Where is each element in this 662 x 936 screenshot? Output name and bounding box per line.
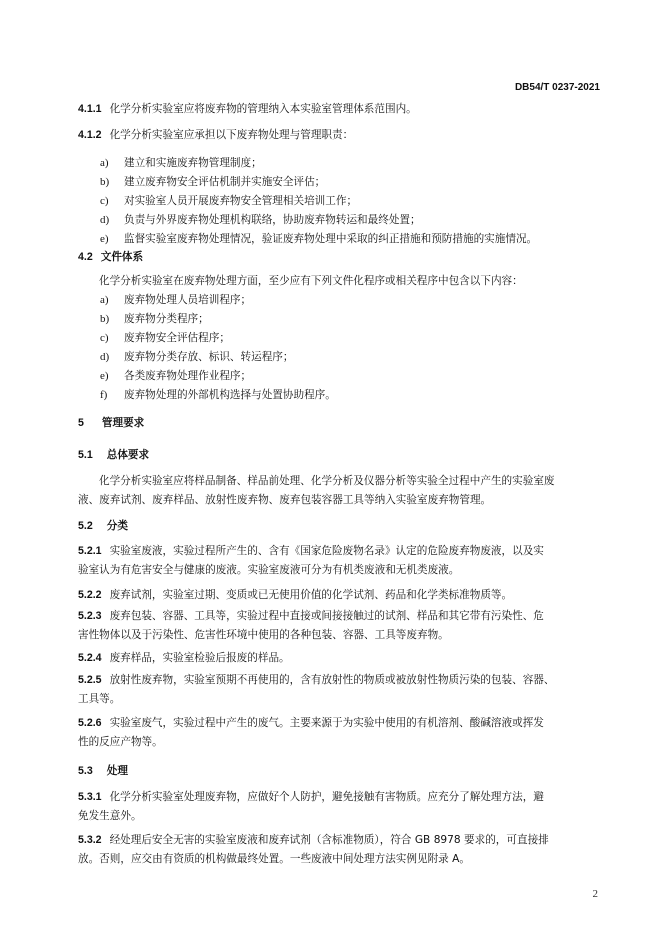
list-item: b) 废弃物分类程序； bbox=[100, 313, 209, 325]
list-item: e) 监督实验室废弃物处理情况，验证废弃物处理中采取的纠正措施和预防措施的实施情况。 bbox=[100, 233, 538, 245]
list-item: c) 对实验室人员开展废弃物安全管理相关培训工作； bbox=[100, 195, 358, 207]
list-item: d) 负责与外界废弃物处理机构联络，协助废弃物转运和最终处置； bbox=[100, 214, 421, 226]
section-5-3-heading bbox=[78, 762, 128, 781]
clause-5-2-5: 5.2.5 放射性废弃物，实验室预期不再使用的，含有放射性的物质或被放射性物质污染的包装、容器、 工具等。 bbox=[78, 671, 555, 709]
clause-5-2-1: 5.2.1 实验室废液，实验过程所产生的、含有《国家危险废物名录》认定的危险废弃物废液，以及实 验室认为有危害安全与健康的废液。实验室废液可分为有机类废液和无机类废液。 bbox=[78, 542, 544, 580]
clause-5-2-4: 5.2.4 废弃样品，实验室检验后报废的样品。 bbox=[78, 649, 290, 668]
chapter-number: 5 bbox=[78, 417, 84, 429]
clause-5-2-6: 5.2.6 实验室废气，实验过程中产生的废气。主要来源于为实验中使用的有机溶剂、酸碱溶液或挥发 性的反应产物等。 bbox=[78, 714, 544, 752]
documents-list bbox=[78, 291, 336, 405]
clause-text: 化学分析实验室应承担以下废弃物处理与管理职责： bbox=[109, 129, 354, 141]
section-5-1-heading bbox=[78, 446, 149, 465]
duties-list bbox=[78, 154, 537, 249]
section-number: 4.2 bbox=[78, 251, 93, 263]
section-4-2-intro: 化学分析实验室在废弃物处理方面，至少应有下列文件化程序或相关程序中包含以下内容： bbox=[99, 275, 523, 287]
list-item: c) 废弃物安全评估程序； bbox=[100, 332, 230, 344]
clause-number: 5.3.2 bbox=[78, 834, 102, 846]
section-4-2-heading bbox=[78, 248, 143, 267]
clause-text: 化学分析实验室应将废弃物的管理纳入本实验室管理体系范围内。 bbox=[109, 103, 417, 115]
section-title: 总体要求 bbox=[106, 449, 150, 461]
clause-5-3-1: 5.3.1 化学分析实验室处理废弃物，应做好个人防护，避免接触有害物质。应充分了解处理方法，避 免发生意外。 bbox=[78, 788, 544, 826]
list-item: a) 废弃物处理人员培训程序； bbox=[100, 294, 252, 306]
section-5-1-paragraph: 化学分析实验室应将样品制备、样品前处理、化学分析及仪器分析等实验全过程中产生的实验室废 液、废弃试剂、废弃样品、放射性废弃物、废弃包装容器工具等纳入实验室废弃物管理。 bbox=[78, 475, 555, 506]
list-item: e) 各类废弃物处理作业程序； bbox=[100, 370, 252, 382]
list-item: f) 废弃物处理的外部机构选择与处置协助程序。 bbox=[100, 389, 336, 401]
clause-number: 5.2.6 bbox=[78, 717, 102, 729]
section-title: 文件体系 bbox=[100, 251, 144, 263]
section-5-2-heading bbox=[78, 517, 128, 536]
clause-number: 5.2.3 bbox=[78, 610, 102, 622]
section-number: 5.1 bbox=[78, 449, 93, 461]
list-item: b) 建立废弃物安全评估机制并实施安全评估； bbox=[100, 176, 326, 188]
section-number: 5.3 bbox=[78, 765, 93, 777]
list-item: d) 废弃物分类存放、标识、转运程序； bbox=[100, 351, 294, 363]
section-number: 5.2 bbox=[78, 520, 93, 532]
chapter-5-heading bbox=[78, 414, 144, 433]
clause-5-2-3: 5.2.3 废弃包装、容器、工具等，实验过程中直接或间接接触过的试剂、样品和其它带有污染性、危 害性物体以及于污染性、危害性环境中使用的各种包装、容器、工具等废弃物。 bbox=[78, 607, 544, 645]
section-title: 分类 bbox=[106, 520, 128, 532]
section-title: 处理 bbox=[106, 765, 128, 777]
clause-4-1-1 bbox=[78, 100, 417, 119]
document-code: DB54/T 0237-2021 bbox=[514, 82, 600, 93]
clause-number: 4.1.2 bbox=[78, 129, 102, 141]
clause-5-2-2: 5.2.2 废弃试剂，实验室过期、变质或已无使用价值的化学试剂、药品和化学类标准物质等。 bbox=[78, 586, 512, 605]
chapter-title: 管理要求 bbox=[101, 417, 145, 429]
clause-number: 5.2.1 bbox=[78, 545, 102, 557]
page-number: 2 bbox=[592, 888, 598, 900]
clause-number: 5.3.1 bbox=[78, 791, 102, 803]
clause-number: 4.1.1 bbox=[78, 103, 102, 115]
clause-4-1-2 bbox=[78, 126, 353, 145]
list-item: a) 建立和实施废弃物管理制度； bbox=[100, 157, 262, 169]
clause-5-3-2: 5.3.2 经处理后安全无害的实验室废液和废弃试剂（含标准物质），符合 GB 8978 要求的，可直接排 放。否则，应交由有资质的机构做最终处置。一些废液中间处理方法实例见附录 A。 bbox=[78, 831, 549, 869]
clause-number: 5.2.5 bbox=[78, 674, 102, 686]
clause-number: 5.2.2 bbox=[78, 589, 102, 601]
clause-number: 5.2.4 bbox=[78, 652, 102, 664]
